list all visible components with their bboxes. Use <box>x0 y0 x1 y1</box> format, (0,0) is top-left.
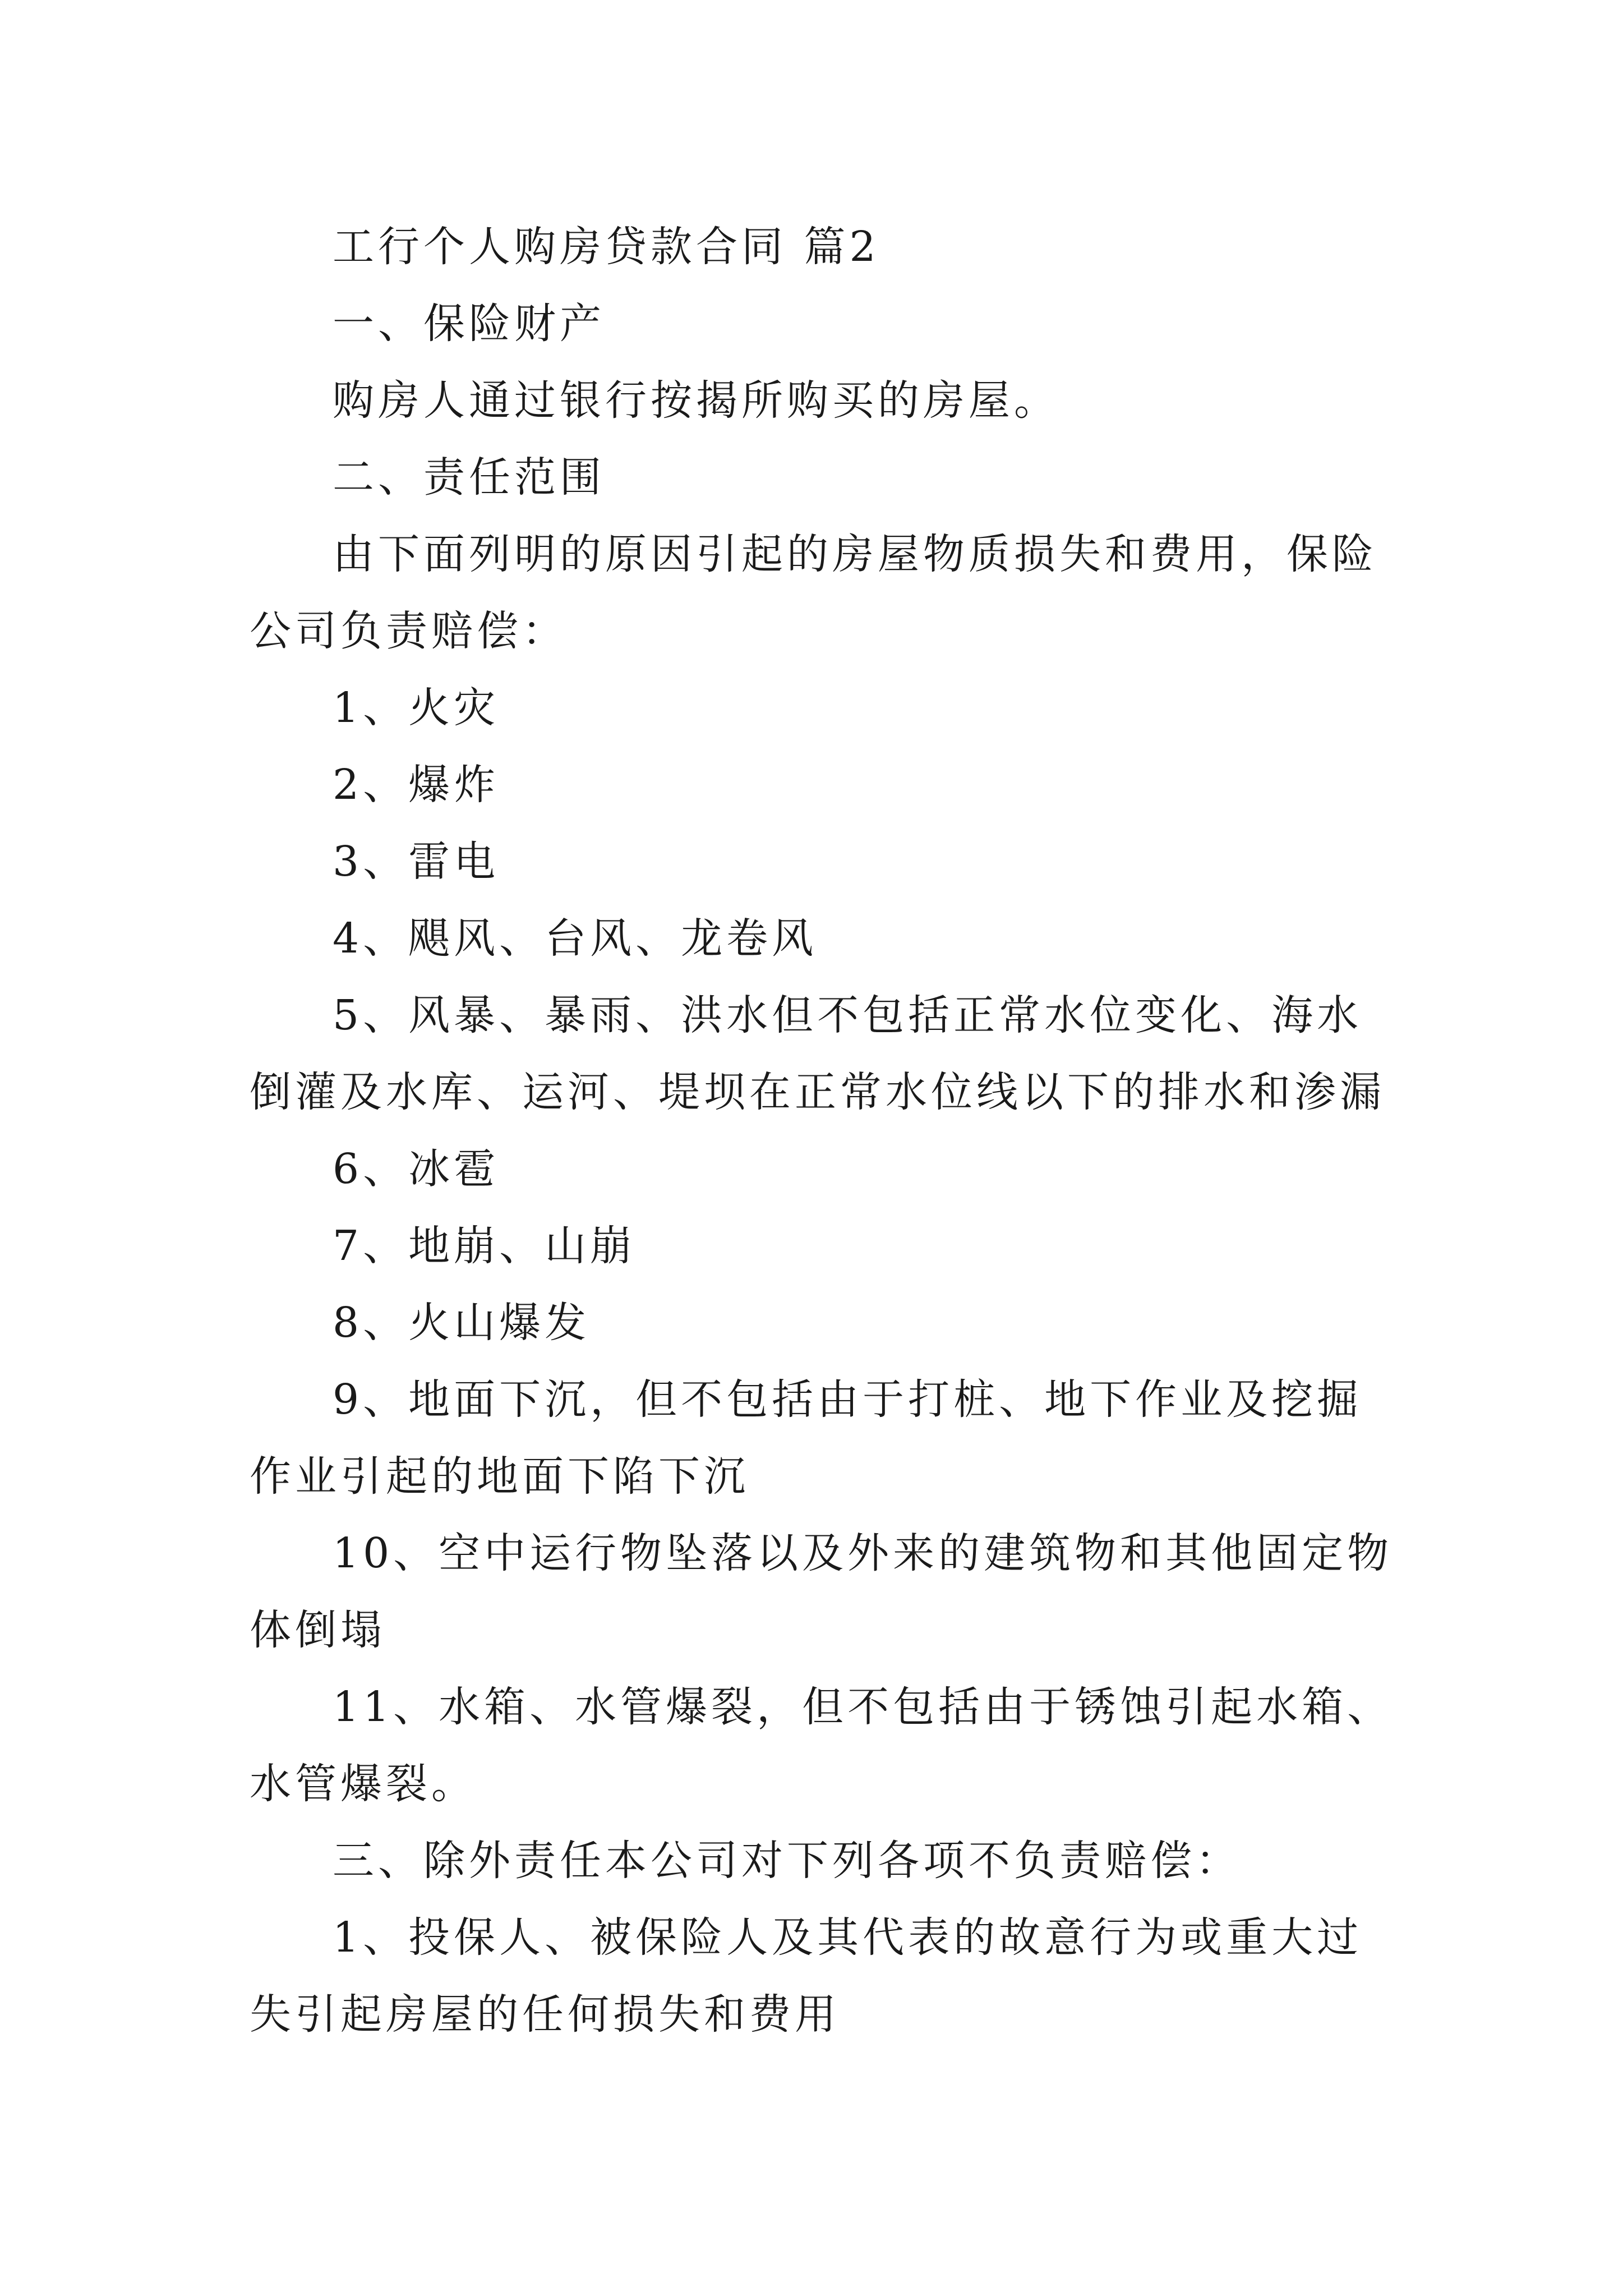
document-body <box>250 209 1394 2053</box>
list-item: 4、飓风、台风、龙卷风 <box>333 914 818 963</box>
list-item: 5、风暴、暴雨、洪水但不包括正常水位变化、海水倒灌及水库、运河、堤坝在正常水位线以下的排水和渗漏 <box>250 991 1385 1116</box>
list-item: 6、冰雹 <box>333 1145 500 1193</box>
document-title: 工行个人购房贷款合同 篇2 <box>333 223 880 271</box>
list-item: 3、雷电 <box>333 838 500 886</box>
list-item: 7、地崩、山崩 <box>333 1222 636 1270</box>
heading-liability-scope: 二、责任范围 <box>333 453 605 501</box>
heading-insured-property: 一、保险财产 <box>333 300 605 348</box>
list-item: 8、火山爆发 <box>333 1299 591 1347</box>
list-item: 1、火灾 <box>333 684 500 732</box>
list-item: 11、水箱、水管爆裂，但不包括由于锈蚀引起水箱、水管爆裂。 <box>250 1683 1393 1808</box>
paragraph: 购房人通过银行按揭所购买的房屋。 <box>333 376 1059 425</box>
list-item: 2、爆炸 <box>333 761 500 809</box>
list-item: 9、地面下沉，但不包括由于打桩、地下作业及挖掘作业引起的地面下陷下沉 <box>250 1375 1363 1501</box>
list-item: 10、空中运行物坠落以及外来的建筑物和其他固定物体倒塌 <box>250 1529 1393 1654</box>
heading-exclusions: 三、除外责任本公司对下列各项不负责赔偿： <box>333 1837 1241 1885</box>
paragraph: 由下面列明的原因引起的房屋物质损失和费用，保险公司负责赔偿： <box>250 530 1377 655</box>
list-item: 1、投保人、被保险人及其代表的故意行为或重大过失引起房屋的任何损失和费用 <box>250 1913 1363 2039</box>
